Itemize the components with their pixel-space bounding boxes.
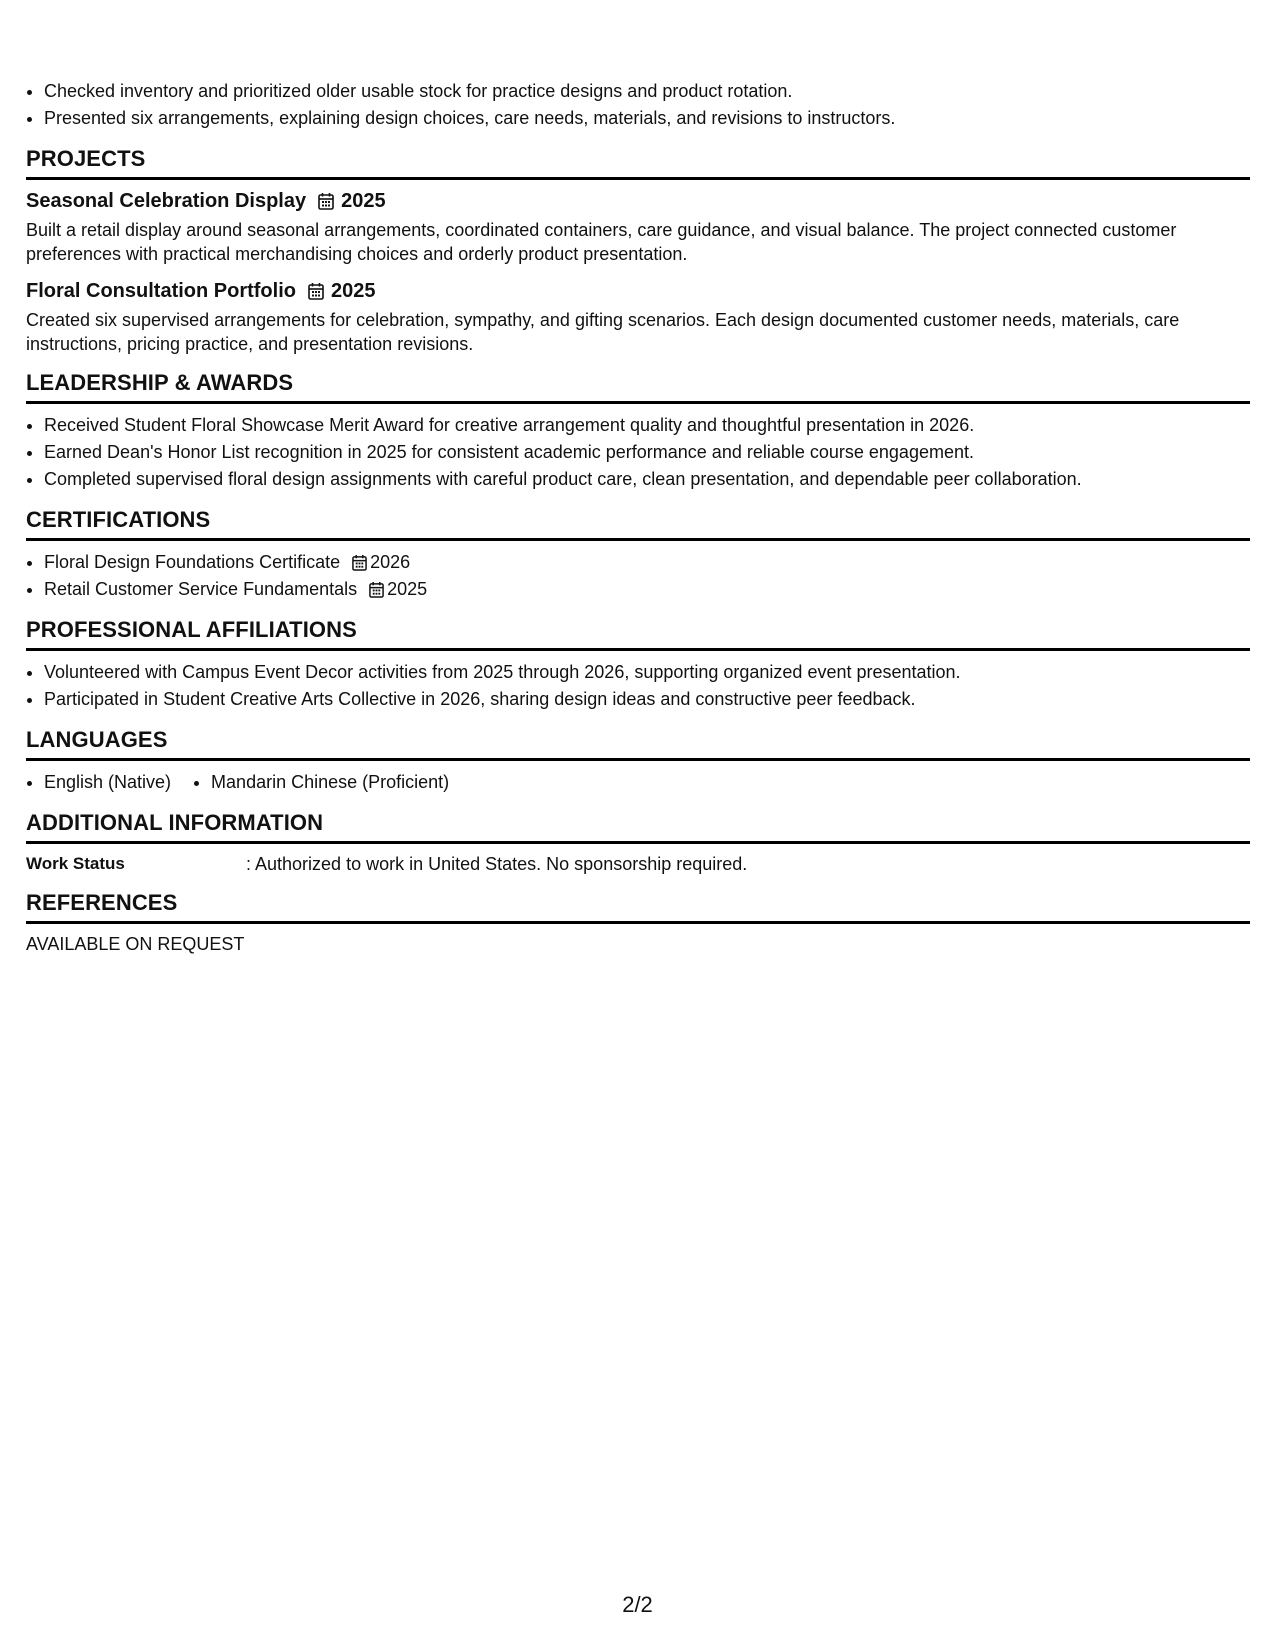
resume-page (26, 78, 1250, 956)
certifications-section (26, 507, 1250, 603)
certification-year: 2026 (370, 552, 411, 572)
calendar-icon (352, 554, 367, 571)
section-title: LEADERSHIP & AWARDS (26, 370, 1250, 404)
references-text: AVAILABLE ON REQUEST (26, 934, 245, 954)
list-item (44, 549, 1250, 576)
leadership-section (26, 370, 1250, 493)
calendar-icon (308, 282, 324, 300)
languages-section (26, 727, 1250, 796)
project-description: Built a retail display around seasonal arrangements, coordinated containers, care guidance, and visual balance. The project connected customer preferences with practical merchandising choices and orderly product presentation. (26, 220, 1177, 264)
list-item: • Checked inventory and prioritized older usable stock for practice designs and product rotation. (44, 78, 1250, 105)
page-number: 2/2 (622, 1592, 653, 1617)
section-title: CERTIFICATIONS (26, 507, 1250, 541)
list-item: • English (Native) (44, 769, 171, 796)
list-item: • Completed supervised floral design assignments with careful product care, clean presentation, and dependable peer collaboration. (44, 466, 1250, 493)
list-item: • Participated in Student Creative Arts Collective in 2026, sharing design ideas and constructive peer feedback. (44, 686, 1250, 713)
list-item: • Received Student Floral Showcase Merit Award for creative arrangement quality and thoughtful presentation in 2026. (44, 412, 1250, 439)
project-header (26, 188, 1250, 214)
calendar-icon (369, 581, 384, 598)
project-description: Created six supervised arrangements for celebration, sympathy, and gifting scenarios. Each design documented customer needs, materials, care instructions, pricing practice, and presentation revisions. (26, 310, 1180, 354)
references-section (26, 890, 1250, 956)
section-title: PROFESSIONAL AFFILIATIONS (26, 617, 1250, 651)
certification-name: • Retail Customer Service Fundamentals (44, 579, 358, 599)
calendar-icon (318, 192, 334, 210)
project-entry (26, 278, 1250, 356)
section-title: ADDITIONAL INFORMATION (26, 810, 1250, 844)
affiliations-section (26, 617, 1250, 713)
list-item: • Volunteered with Campus Event Decor activities from 2025 through 2026, supporting organized event presentation. (44, 659, 1250, 686)
leadership-list (26, 412, 1250, 493)
certification-row (44, 576, 1250, 603)
info-label: Work Status (26, 854, 125, 873)
languages-list (26, 769, 1250, 796)
project-entry (26, 188, 1250, 266)
project-year: 2025 (330, 280, 376, 302)
additional-info-section (26, 810, 1250, 876)
projects-section (26, 146, 1250, 356)
info-value: : Authorized to work in United States. No sponsorship required. (246, 854, 748, 874)
section-title: REFERENCES (26, 890, 1250, 924)
intro-bullet-list (26, 78, 1250, 132)
certification-name: • Floral Design Foundations Certificate (44, 552, 341, 572)
list-item: • Earned Dean's Honor List recognition in 2025 for consistent academic performance and reliable course engagement. (44, 439, 1250, 466)
project-name: Seasonal Celebration Display (26, 190, 307, 212)
section-title: LANGUAGES (26, 727, 1250, 761)
list-item (44, 576, 1250, 603)
work-status-row (26, 852, 1250, 876)
project-name: Floral Consultation Portfolio (26, 280, 296, 302)
list-item: • Presented six arrangements, explaining design choices, care needs, materials, and revisions to instructors. (44, 105, 1250, 132)
project-header (26, 278, 1250, 304)
certification-year: 2025 (387, 579, 428, 599)
certifications-list (26, 549, 1250, 603)
affiliations-list (26, 659, 1250, 713)
project-year: 2025 (341, 190, 386, 212)
certification-row (44, 549, 1250, 576)
list-item: • Mandarin Chinese (Proficient) (211, 769, 449, 796)
section-title: PROJECTS (26, 146, 1250, 180)
